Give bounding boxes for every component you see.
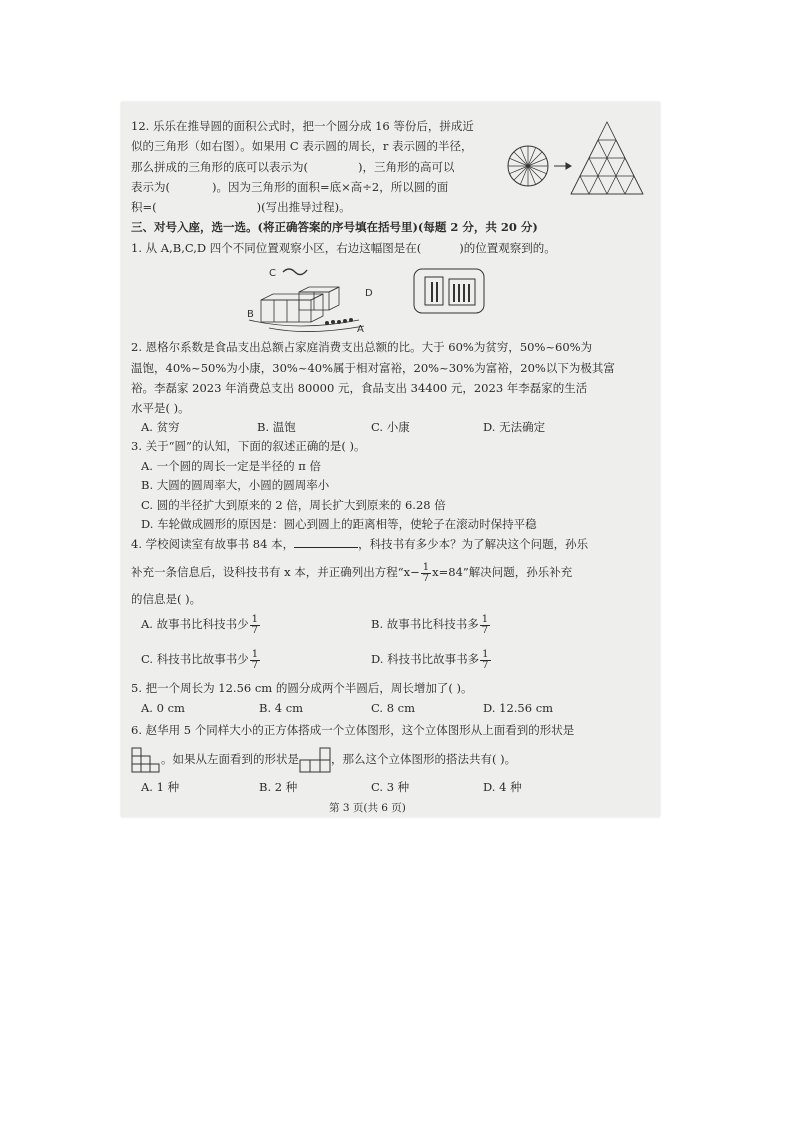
circle-to-triangle-figure [506, 120, 656, 200]
q12-line2: 似的三角形（如右图）。如果用 C 表示圆的周长，r 表示圆的半径， [131, 139, 473, 153]
q12-line4: 表示为( )。因为三角形的面积=底×高÷2，所以圆的面 [131, 180, 449, 194]
q2-option-a[interactable]: A. 贫穷 [141, 420, 180, 434]
q6-option-d[interactable]: D. 4 种 [483, 780, 522, 794]
view-answer-figure [413, 268, 485, 314]
q4-option-c[interactable]: C. 科技书比故事书少 $\frac{1}{7}$ [141, 648, 259, 671]
label-b: B [247, 309, 254, 320]
q6-option-a[interactable]: A. 1 种 [141, 780, 180, 794]
label-d: D [365, 288, 373, 299]
q12-line1: 12. 乐乐在推导圆的面积公式时，把一个圆分成 16 等份后，拼成近 [131, 119, 474, 133]
q12-line5: 积=( )(写出推导过程)。 [131, 200, 351, 214]
triangle-of-sectors-icon [571, 122, 643, 194]
q5-option-c[interactable]: C. 8 cm [371, 701, 416, 715]
section3-title: 三、对号入座，选一选。(将正确答案的序号填在括号里)(每题 2 分，共 20 分) [131, 220, 538, 234]
page-footer: 第 3 页(共 6 页) [329, 802, 406, 814]
q4-line2: 补充一条信息后，设科技书有 x 本，并正确列出方程“x− $\frac{1}{7}$ x=84”解决问题，孙乐补充 [131, 561, 573, 584]
q2-option-c[interactable]: C. 小康 [371, 420, 410, 434]
sectored-circle-icon [508, 146, 548, 186]
q3-option-d[interactable]: D. 车轮做成圆形的原因是：圆心到圆上的距离相等，使轮子在滚动时保持平稳 [141, 517, 537, 531]
q2-option-b[interactable]: B. 温饱 [257, 420, 296, 434]
q4-line1: 4. 学校阅读室有故事书 84 本， ，科技书有多少本？为了解决这个问题，孙乐 [131, 537, 589, 551]
q6-line1: 6. 赵华用 5 个同样大小的正方体搭成一个立体图形，这个立体图形从上面看到的形状是 [131, 723, 575, 737]
q1-stem: 1. 从 A,B,C,D 四个不同位置观察小区，右边这幅图是在( )的位置观察到的。 [131, 241, 556, 255]
q12-line3: 那么拼成的三角形的底可以表示为( )，三角形的高可以 [131, 160, 455, 174]
q2-option-d[interactable]: D. 无法确定 [483, 420, 546, 434]
q3-option-c[interactable]: C. 圆的半径扩大到原来的 2 倍，周长扩大到原来的 6.28 倍 [141, 498, 446, 512]
exam-page [121, 102, 660, 817]
top-view-shape-icon [131, 747, 161, 773]
q6-option-c[interactable]: C. 3 种 [371, 780, 410, 794]
q5-option-a[interactable]: A. 0 cm [141, 701, 185, 715]
left-view-shape-icon [299, 747, 331, 773]
q5-option-d[interactable]: D. 12.56 cm [483, 701, 554, 715]
q2-line1: 2. 恩格尔系数是食品支出总额占家庭消费支出总额的比。大于 60%为贫穷，50%~60%为 [131, 340, 593, 354]
fraction-one-seventh: $\frac{1}{7}$ [422, 561, 430, 584]
q2-line4: 水平是( )。 [131, 401, 190, 415]
curvy-path-icon [283, 269, 307, 275]
label-c: C [269, 268, 276, 279]
arrow-icon [554, 163, 571, 169]
q4-option-a[interactable]: A. 故事书比科技书少 $\frac{1}{7}$ [141, 613, 258, 636]
q6-line2: 。如果从左面看到的形状是 ，那么这个立体图形的搭法共有( )。 [131, 746, 516, 773]
q3-stem: 3. 关于“圆”的认知，下面的叙述正确的是( )。 [131, 439, 366, 453]
q2-line3: 裕。李磊家 2023 年消费总支出 80000 元，食品支出 34400 元，2023 年李磊家的生活 [131, 381, 588, 395]
residential-area-figure [239, 262, 379, 334]
q6-option-b[interactable]: B. 2 种 [259, 780, 298, 794]
q3-option-b[interactable]: B. 大圆的圆周率大，小圆的圆周率小 [141, 478, 330, 492]
q4-option-d[interactable]: D. 科技书比故事书多 $\frac{1}{7}$ [371, 648, 489, 671]
q4-line3: 的信息是( )。 [131, 592, 202, 606]
q5-option-b[interactable]: B. 4 cm [259, 701, 304, 715]
q3-option-a[interactable]: A. 一个圆的周长一定是半径的 π 倍 [141, 459, 321, 473]
q4-option-b[interactable]: B. 故事书比科技书多 $\frac{1}{7}$ [371, 613, 489, 636]
q5-stem: 5. 把一个周长为 12.56 cm 的圆分成两个半圆后，周长增加了( )。 [131, 681, 473, 695]
label-a: A [357, 324, 364, 334]
q2-line2: 温饱，40%~50%为小康，30%~40%属于相对富裕，20%~30%为富裕，20%以下为极其富 [131, 361, 615, 375]
